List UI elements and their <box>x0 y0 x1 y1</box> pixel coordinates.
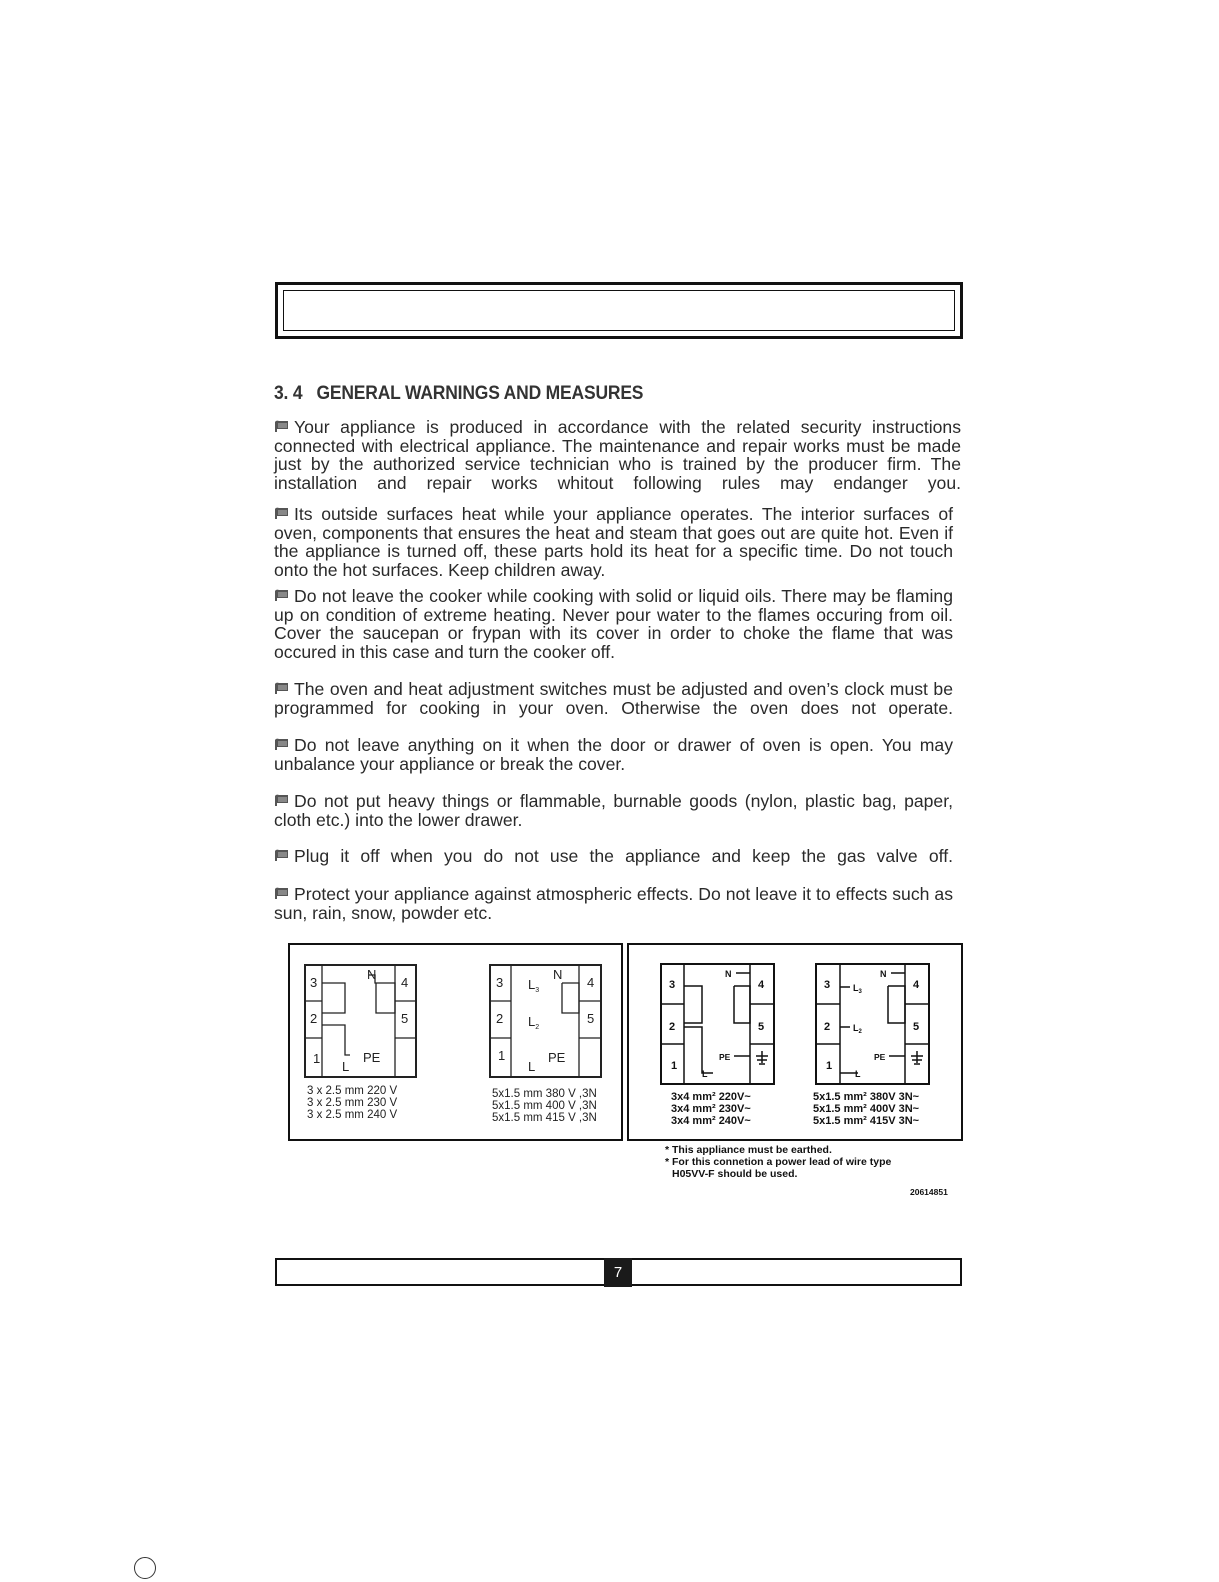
terminal-1: 1 <box>313 1051 321 1066</box>
footnote-line: * For this connetion a power lead of wire type <box>665 1156 892 1168</box>
terminal-1: 1 <box>826 1060 833 1072</box>
document-code: 20614851 <box>910 1187 948 1197</box>
bullet-icon <box>274 738 290 752</box>
page-number: 7 <box>604 1258 632 1287</box>
bullet-icon <box>274 682 290 696</box>
terminal-4: 4 <box>913 979 920 991</box>
terminal-4: 4 <box>758 979 765 991</box>
spec-line: 3x4 mm² 220V~ <box>671 1091 751 1103</box>
terminal-1: 1 <box>498 1048 506 1063</box>
label-l: L <box>855 1069 861 1079</box>
spec-line: 5x1.5 mm² 415V 3N~ <box>813 1115 920 1127</box>
footnotes <box>665 1144 891 1180</box>
terminal-5: 5 <box>913 1021 920 1033</box>
terminal-4: 4 <box>401 975 409 990</box>
bullet-icon <box>274 849 290 863</box>
terminal-block-single-left <box>305 965 416 1077</box>
bullet-icon <box>274 420 290 434</box>
label-l3: $L_3$ <box>853 983 862 995</box>
spec-line: 5x1.5 mm² 400V 3N~ <box>813 1103 920 1115</box>
warning-paragraph-6 <box>274 792 953 829</box>
warning-paragraph-8 <box>274 885 953 922</box>
warning-paragraph-4 <box>274 680 953 717</box>
terminal-2: 2 <box>669 1021 676 1033</box>
warning-paragraph-2 <box>274 505 953 579</box>
bullet-icon <box>274 589 290 603</box>
paragraph-text: Do not leave anything on it when the door or drawer of oven is open. You may unbalance your appliance or break the cover. <box>274 735 953 774</box>
spec-line: 5x1.5 mm 380 V ,3N <box>492 1088 597 1100</box>
terminal-3: 3 <box>496 975 504 990</box>
terminal-5: 5 <box>401 1011 409 1026</box>
header-inner-frame <box>283 290 955 331</box>
paragraph-text: Plug it off when you do not use the appliance and keep the gas valve off. <box>294 846 953 866</box>
paragraph-text: Your appliance is produced in accordance with the related security instructions connected with electrical appliance. The maintenance and repair works must be made just by the authorized service technician who is trained by the producer firm. The installation and repair works whitout following rules may endanger you. <box>274 417 961 493</box>
label-n: N <box>367 967 377 982</box>
label-l: L <box>702 1069 708 1079</box>
label-l: L <box>342 1059 350 1074</box>
section-heading <box>274 383 643 405</box>
terminal-block-three-left <box>490 965 601 1077</box>
terminal-4: 4 <box>587 975 595 990</box>
terminal-3: 3 <box>669 979 676 991</box>
spec-line: 3 x 2.5 mm 230 V <box>307 1097 398 1109</box>
terminal-3: 3 <box>310 975 318 990</box>
warning-paragraph-7 <box>274 847 953 866</box>
bullet-icon <box>274 887 290 901</box>
paragraph-text: Protect your appliance against atmospheric effects. Do not leave it to effects such as sun, rain, snow, powder etc. <box>274 884 953 923</box>
label-l2: $L_2$ <box>853 1023 862 1035</box>
paragraph-text: Do not put heavy things or flammable, burnable goods (nylon, plastic bag, paper, cloth etc.) into the lower drawer. <box>274 791 953 830</box>
terminal-5: 5 <box>587 1011 595 1026</box>
label-pe: PE <box>719 1052 731 1062</box>
label-l2: $L_2$ <box>528 1014 540 1031</box>
bullet-icon <box>274 794 290 808</box>
spec-line: 3x4 mm² 230V~ <box>671 1103 751 1115</box>
registration-mark <box>134 1557 156 1579</box>
terminal-5: 5 <box>758 1021 765 1033</box>
terminal-3: 3 <box>824 979 831 991</box>
paragraph-text: Its outside surfaces heat while your appliance operates. The interior surfaces of oven, components that ensures the heat and steam that goes out are quite hot. Even if the appliance is turned off, these parts hold its heat for a specific time. Do not touch onto the hot surfaces. Keep children away. <box>274 504 953 580</box>
label-pe: PE <box>874 1052 886 1062</box>
spec-line: 5x1.5 mm 415 V ,3N <box>492 1112 597 1124</box>
label-pe: PE <box>363 1050 381 1065</box>
label-pe: PE <box>548 1050 566 1065</box>
spec-line: 5x1.5 mm² 380V 3N~ <box>813 1091 920 1103</box>
terminal-2: 2 <box>310 1011 318 1026</box>
bullet-icon <box>274 507 290 521</box>
label-l3: $L_3$ <box>528 977 540 994</box>
label-l: L <box>528 1059 536 1074</box>
warning-paragraph-5 <box>274 736 953 773</box>
warning-paragraph-3 <box>274 587 953 661</box>
wiring-diagrams <box>288 943 963 1141</box>
section-title: GENERAL WARNINGS AND MEASURES <box>316 383 644 404</box>
terminal-2: 2 <box>824 1021 831 1033</box>
terminal-1: 1 <box>671 1060 678 1072</box>
label-n: N <box>880 969 887 979</box>
label-n: N <box>553 967 563 982</box>
spec-line: 3 x 2.5 mm 220 V <box>307 1085 398 1097</box>
section-number: 3. 4 <box>274 383 303 404</box>
paragraph-text: Do not leave the cooker while cooking with solid or liquid oils. There may be flaming up on condition of extreme heating. Never pour water to the flames occuring from oil. Cover the saucepan or frypan with its cover in order to choke the flame that was occured in this case and turn the cooker off. <box>274 586 953 662</box>
spec-line: 5x1.5 mm 400 V ,3N <box>492 1100 597 1112</box>
label-n: N <box>725 969 732 979</box>
footnote-line: H05VV-F should be used. <box>672 1168 798 1180</box>
warning-paragraph-1 <box>274 418 961 492</box>
footnote-line: * This appliance must be earthed. <box>665 1144 832 1156</box>
spec-line: 3x4 mm² 240V~ <box>671 1115 751 1127</box>
header-frame <box>275 282 963 339</box>
terminal-2: 2 <box>496 1011 504 1026</box>
paragraph-text: The oven and heat adjustment switches must be adjusted and oven’s clock must be programmed for cooking in your oven. Otherwise the oven does not operate. <box>274 679 953 718</box>
spec-line: 3 x 2.5 mm 240 V <box>307 1109 398 1121</box>
